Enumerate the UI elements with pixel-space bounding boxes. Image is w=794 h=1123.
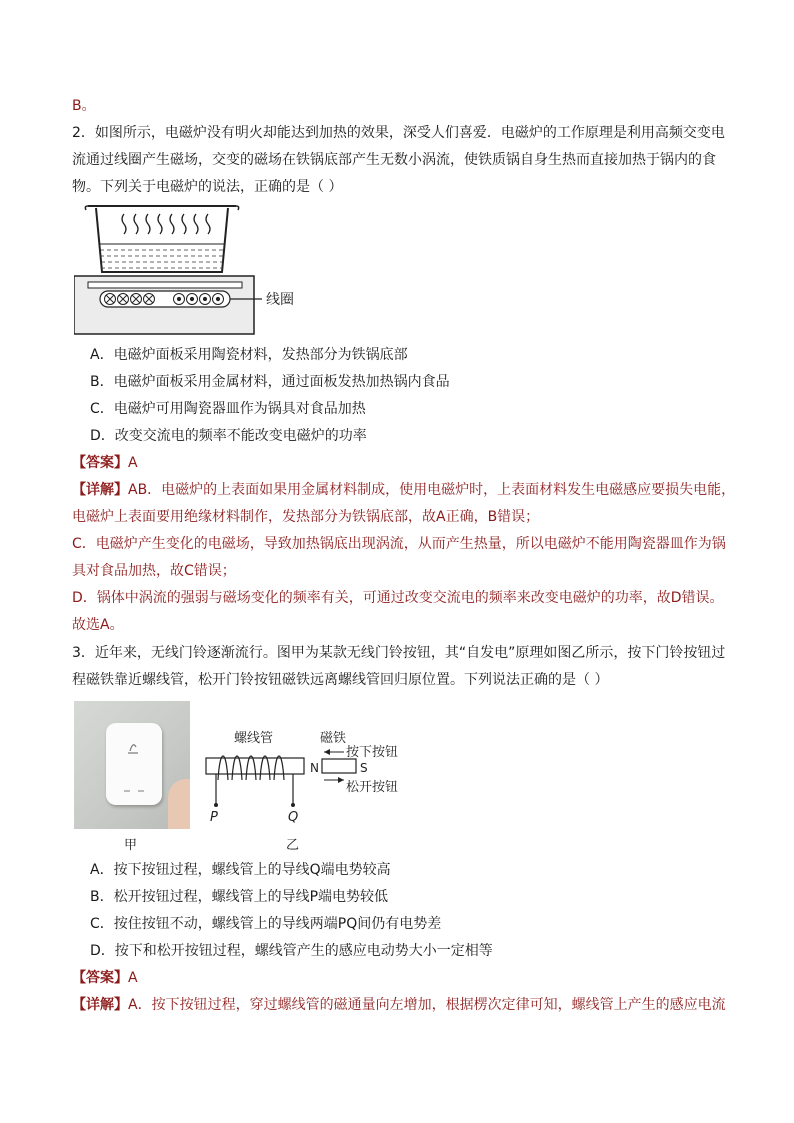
q2-detail-line-6: 故选A。 bbox=[72, 617, 124, 633]
q2-detail-text-1: AB．电磁炉的上表面如果用金属材料制成，使用电磁炉时，上表面材料发生电磁感应要损失电能， bbox=[128, 482, 736, 498]
q3-option-a: A．按下按钮过程，螺线管上的导线Q端电势较高 bbox=[90, 862, 391, 878]
q2-option-c: C．电磁炉可用陶瓷器皿作为锅具对食品加热 bbox=[90, 401, 366, 417]
q3-detail-text-1: A．按下按钮过程，穿过螺线管的磁通量向左增加，根据楞次定律可知，螺线管上产生的感应电流 bbox=[128, 997, 726, 1013]
figure-jia-caption: 甲 bbox=[124, 838, 138, 853]
q3-option-d: D．按下和松开按钮过程，螺线管产生的感应电动势大小一定相等 bbox=[90, 943, 493, 959]
solenoid-diagram bbox=[196, 728, 426, 828]
previous-answer-text: B。 bbox=[72, 98, 96, 114]
q2-detail-line-4: 具对食品加热，故C错误； bbox=[72, 563, 236, 579]
q3-answer bbox=[72, 968, 138, 988]
release-arrow-icon bbox=[338, 777, 344, 783]
q2-detail-line-3: C．电磁炉产生变化的电磁场，导致加热锅底出现涡流，从而产生热量，所以电磁炉不能用陶瓷器皿作为锅 bbox=[72, 536, 726, 552]
terminal-p-label: P bbox=[210, 810, 218, 825]
solenoid-label: 螺线管 bbox=[234, 731, 274, 746]
release-button-label: 松开按钮 bbox=[346, 780, 399, 795]
q3-option-c: C．按住按钮不动，螺线管上的导线两端PQ间仍有电势差 bbox=[90, 916, 442, 932]
q2-detail-tag: 【详解】 bbox=[72, 482, 128, 498]
q2-answer-tag: 【答案】 bbox=[72, 455, 128, 471]
doorbell-indicator-icon bbox=[120, 789, 148, 793]
q3-detail-line-1 bbox=[72, 995, 726, 1015]
q2-detail-line-1 bbox=[72, 480, 735, 500]
press-arrow-icon bbox=[324, 749, 330, 755]
press-button-label: 按下按钮 bbox=[346, 745, 399, 760]
q2-stem-line-3: 物。下列关于电磁炉的说法，正确的是（ ） bbox=[72, 179, 343, 195]
q3-detail-tag: 【详解】 bbox=[72, 997, 128, 1013]
q2-stem-line-1: 2．如图所示，电磁炉没有明火却能达到加热的效果，深受人们喜爱．电磁炉的工作原理是利用高频交变电 bbox=[72, 125, 725, 141]
q3-answer-value: A bbox=[128, 970, 138, 986]
q3-option-b: B．松开按钮过程，螺线管上的导线P端电势较低 bbox=[90, 889, 389, 905]
doorbell-device bbox=[106, 723, 162, 805]
pole-n-label: N bbox=[310, 761, 319, 775]
terminal-q-label: Q bbox=[288, 810, 299, 825]
q3-stem-line-1: 3．近年来，无线门铃逐渐流行。图甲为某款无线门铃按钮，其“自发电”原理如图乙所示，按下门铃按钮过 bbox=[72, 645, 726, 661]
magnet-bar bbox=[322, 759, 356, 773]
q3-answer-tag: 【答案】 bbox=[72, 970, 128, 986]
q2-option-a: A．电磁炉面板采用陶瓷材料，发热部分为铁锅底部 bbox=[90, 347, 408, 363]
q2-option-b: B．电磁炉面板采用金属材料，通过面板发热加热锅内食品 bbox=[90, 374, 450, 390]
finger-shape bbox=[168, 779, 190, 829]
q2-answer bbox=[72, 453, 138, 473]
induction-cooker-figure bbox=[74, 200, 314, 338]
q2-answer-value: A bbox=[128, 455, 138, 471]
q2-detail-line-2: 电磁炉上表面要用绝缘材料制作，发热部分为铁锅底部，故A正确，B错误； bbox=[72, 509, 540, 525]
doorbell-logo-icon bbox=[124, 739, 142, 757]
coil-label: 线圈 bbox=[266, 292, 294, 308]
figure-yi-caption: 乙 bbox=[286, 838, 300, 853]
q2-stem-line-2: 流通过线圈产生磁场，交变的磁场在铁锅底部产生无数小涡流，使铁质锅自身生热而直接加热于锅内的食 bbox=[72, 152, 716, 168]
q3-stem-line-2: 程磁铁靠近螺线管，松开门铃按钮磁铁远离螺线管回归原位置。下列说法正确的是（ ） bbox=[72, 672, 609, 688]
doorbell-button-photo bbox=[74, 701, 190, 829]
q2-detail-line-5: D．锅体中涡流的强弱与磁场变化的频率有关，可通过改变交流电的频率来改变电磁炉的功率，故D错误。 bbox=[72, 590, 724, 606]
magnet-label: 磁铁 bbox=[320, 731, 347, 746]
pole-s-label: S bbox=[360, 761, 368, 775]
q2-option-d: D．改变交流电的频率不能改变电磁炉的功率 bbox=[90, 428, 367, 444]
